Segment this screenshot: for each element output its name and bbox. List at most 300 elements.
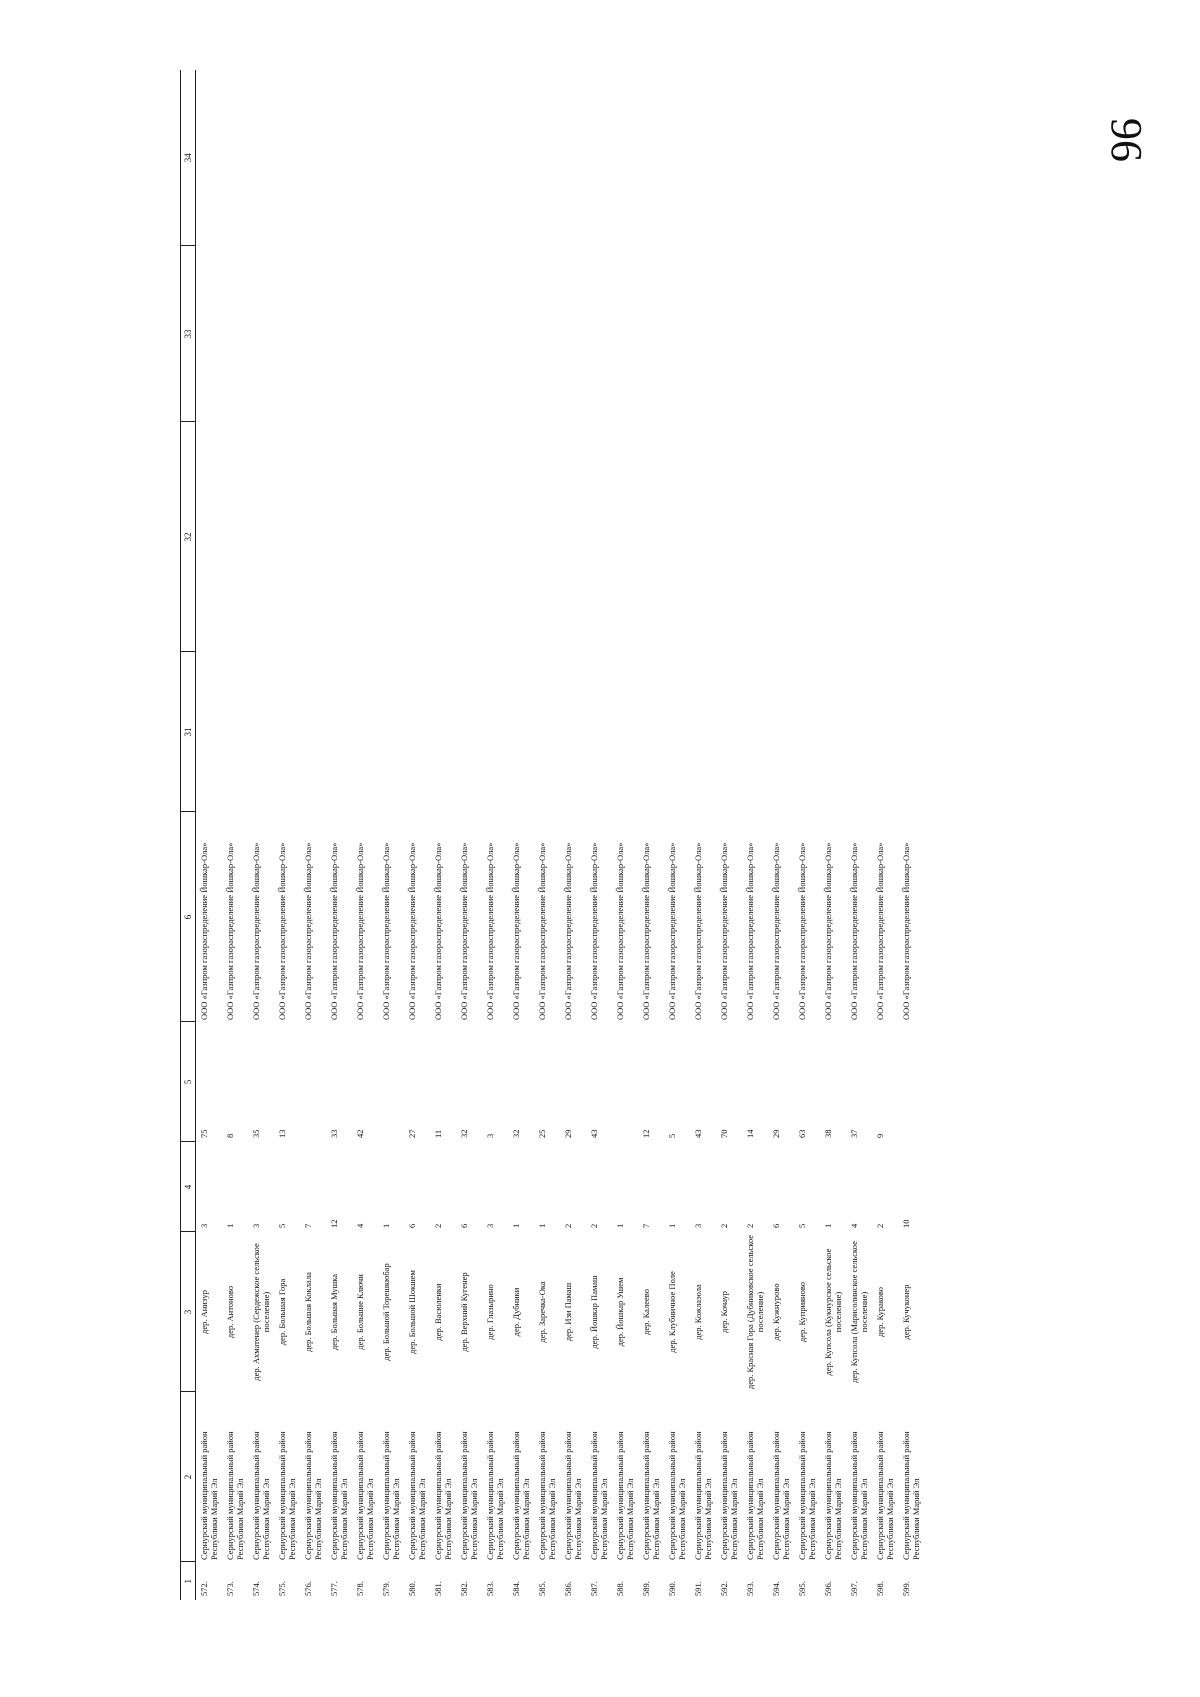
column-5-cell (612, 1022, 638, 1142)
column-4-cell: 4 (849, 1223, 859, 1228)
table-row (638, 70, 664, 1600)
column-header: 32 (181, 422, 196, 652)
settlement-cell: дер. Кужнурово (771, 1283, 781, 1341)
settlement-cell: дер. Кожлаэола (693, 1284, 703, 1340)
empty-cell (638, 246, 664, 422)
settlement-cell: дер. Купсола (Марисолинское сельское поселение) (849, 1241, 869, 1383)
empty-cell (586, 70, 612, 246)
table-row (300, 70, 326, 1600)
row-number: 597. (849, 1581, 859, 1596)
empty-cell (794, 422, 820, 652)
column-5-cell: 43 (589, 1129, 599, 1138)
empty-cell (274, 652, 300, 812)
empty-cell (846, 246, 872, 422)
table-row (898, 70, 924, 1600)
empty-cell (560, 652, 586, 812)
table-row (456, 70, 482, 1600)
empty-cell (482, 246, 508, 422)
district-cell: Сернурский муниципальный район Республики Марий Эл (719, 1431, 739, 1560)
table-body (196, 70, 925, 1600)
row-number: 586. (563, 1581, 573, 1596)
empty-cell (222, 652, 248, 812)
column-5-cell: 5 (667, 1133, 677, 1138)
empty-cell (404, 422, 430, 652)
empty-cell (456, 652, 482, 812)
empty-cell (612, 70, 638, 246)
district-cell: Сернурский муниципальный район Республики Марий Эл (771, 1431, 791, 1560)
settlement-cell: дер. Купсола (Кукнурское сельское поселение) (823, 1248, 843, 1376)
row-number: 596. (823, 1581, 833, 1596)
district-cell: Сернурский муниципальный район Республики Марий Эл (225, 1431, 245, 1560)
column-header: 33 (181, 246, 196, 422)
empty-cell (638, 70, 664, 246)
gasification-table (180, 70, 924, 1600)
table-row (716, 70, 742, 1600)
operator-cell: ООО «Газпром газораспределение Йошкар-Ола» (849, 842, 859, 1020)
column-5-cell: 35 (251, 1129, 261, 1138)
table-row (222, 70, 248, 1600)
table-row (846, 70, 872, 1600)
column-5-cell: 11 (433, 1129, 443, 1138)
table-row (586, 70, 612, 1600)
empty-cell (560, 70, 586, 246)
empty-cell (196, 246, 223, 422)
empty-cell (508, 246, 534, 422)
settlement-cell: дер. Ахматенер (Сердежское сельское поселение) (251, 1243, 271, 1381)
column-4-cell: 6 (459, 1223, 469, 1228)
settlement-cell: дер. Верхний Кугенер (459, 1272, 469, 1352)
district-cell: Сернурский муниципальный район Республики Марий Эл (407, 1431, 427, 1560)
table-row (742, 70, 768, 1600)
settlement-cell: дер. Большой Торешкюбар (381, 1263, 391, 1361)
column-4-cell: 1 (823, 1223, 833, 1228)
column-4-cell: 3 (251, 1223, 261, 1228)
empty-cell (508, 70, 534, 246)
empty-cell (248, 652, 274, 812)
row-number: 587. (589, 1581, 599, 1596)
empty-cell (456, 422, 482, 652)
settlement-cell: дер. Большой Шокшем (407, 1270, 417, 1354)
column-header: 6 (181, 812, 196, 1022)
row-number: 590. (667, 1581, 677, 1596)
column-5-cell (378, 1022, 404, 1142)
operator-cell: ООО «Газпром газораспределение Йошкар-Ола» (745, 842, 755, 1020)
column-4-cell: 2 (719, 1223, 729, 1228)
empty-cell (872, 70, 898, 246)
empty-cell (716, 652, 742, 812)
empty-cell (638, 422, 664, 652)
empty-cell (664, 246, 690, 422)
column-4-cell: 1 (667, 1223, 677, 1228)
operator-cell: ООО «Газпром газораспределение Йошкар-Ола» (251, 842, 261, 1020)
empty-cell (768, 652, 794, 812)
empty-cell (534, 652, 560, 812)
table-row (820, 70, 846, 1600)
column-4-cell: 5 (277, 1223, 287, 1228)
empty-cell (378, 652, 404, 812)
empty-cell (690, 70, 716, 246)
operator-cell: ООО «Газпром газораспределение Йошкар-Ола» (537, 842, 547, 1020)
column-5-cell: 12 (641, 1129, 651, 1138)
empty-cell (378, 422, 404, 652)
operator-cell: ООО «Газпром газораспределение Йошкар-Ола» (615, 842, 625, 1020)
empty-cell (378, 246, 404, 422)
column-4-cell: 2 (875, 1223, 885, 1228)
table-row (612, 70, 638, 1600)
column-4-cell: 7 (303, 1223, 313, 1228)
settlement-cell: дер. Красная Гора (Дубниковское сельское поселение) (745, 1234, 765, 1390)
column-4-cell: 2 (745, 1223, 755, 1228)
column-4-cell: 1 (537, 1223, 547, 1228)
empty-cell (742, 246, 768, 422)
district-cell: Сернурский муниципальный район Республики Марий Эл (589, 1431, 609, 1560)
empty-cell (300, 246, 326, 422)
column-header: 1 (181, 1562, 196, 1600)
empty-cell (482, 652, 508, 812)
operator-cell: ООО «Газпром газораспределение Йошкар-Ола» (771, 842, 781, 1020)
empty-cell (690, 652, 716, 812)
empty-cell (430, 70, 456, 246)
row-number: 598. (875, 1581, 885, 1596)
operator-cell: ООО «Газпром газораспределение Йошкар-Ола» (719, 842, 729, 1020)
column-4-cell: 5 (797, 1223, 807, 1228)
empty-cell (300, 422, 326, 652)
settlement-cell: дер. Кучуконер (901, 1284, 911, 1340)
row-number: 583. (485, 1581, 495, 1596)
district-cell: Сернурский муниципальный район Республики Марий Эл (875, 1431, 895, 1560)
settlement-cell: дер. Куприяново (797, 1281, 807, 1343)
table-row (534, 70, 560, 1600)
column-4-cell: 1 (615, 1223, 625, 1228)
empty-cell (898, 422, 924, 652)
empty-cell (898, 246, 924, 422)
table-row (508, 70, 534, 1600)
district-cell: Сернурский муниципальный район Республики Марий Эл (537, 1431, 557, 1560)
row-number: 585. (537, 1581, 547, 1596)
empty-cell (508, 422, 534, 652)
empty-cell (664, 652, 690, 812)
row-number: 574. (251, 1581, 261, 1596)
empty-cell (664, 422, 690, 652)
row-number: 582. (459, 1581, 469, 1596)
empty-cell (248, 246, 274, 422)
column-5-cell: 13 (277, 1129, 287, 1138)
column-5-cell: 38 (823, 1129, 833, 1138)
operator-cell: ООО «Газпром газораспределение Йошкар-Ола» (823, 842, 833, 1020)
empty-cell (196, 652, 223, 812)
operator-cell: ООО «Газпром газораспределение Йошкар-Ола» (875, 842, 885, 1020)
empty-cell (664, 70, 690, 246)
empty-cell (196, 70, 223, 246)
empty-cell (560, 422, 586, 652)
operator-cell: ООО «Газпром газораспределение Йошкар-Ола» (199, 842, 209, 1020)
operator-cell: ООО «Газпром газораспределение Йошкар-Ола» (407, 842, 417, 1020)
district-cell: Сернурский муниципальный район Республики Марий Эл (823, 1431, 843, 1560)
column-header: 2 (181, 1392, 196, 1562)
empty-cell (768, 246, 794, 422)
column-4-cell: 12 (329, 1219, 339, 1228)
empty-cell (820, 652, 846, 812)
column-4-cell: 2 (563, 1223, 573, 1228)
empty-cell (326, 422, 352, 652)
settlement-cell: дер. Большая Мушка (329, 1274, 339, 1351)
empty-cell (378, 70, 404, 246)
column-5-cell: 9 (875, 1133, 885, 1138)
empty-cell (300, 652, 326, 812)
row-number: 592. (719, 1581, 729, 1596)
row-number: 584. (511, 1581, 521, 1596)
row-number: 578. (355, 1581, 365, 1596)
column-5-cell: 43 (693, 1129, 703, 1138)
column-4-cell: 3 (485, 1223, 495, 1228)
empty-cell (794, 246, 820, 422)
table-row (768, 70, 794, 1600)
operator-cell: ООО «Газпром газораспределение Йошкар-Ола» (433, 842, 443, 1020)
table-row (404, 70, 430, 1600)
row-number: 589. (641, 1581, 651, 1596)
operator-cell: ООО «Газпром газораспределение Йошкар-Ола» (901, 842, 911, 1020)
empty-cell (482, 70, 508, 246)
column-5-cell: 75 (199, 1129, 209, 1138)
document-table-container (180, 70, 980, 1600)
empty-cell (534, 422, 560, 652)
row-number: 581. (433, 1581, 443, 1596)
empty-cell (846, 422, 872, 652)
district-cell: Сернурский муниципальный район Республики Марий Эл (303, 1431, 323, 1560)
empty-cell (534, 70, 560, 246)
empty-cell (768, 70, 794, 246)
table-row (196, 70, 223, 1600)
empty-cell (872, 422, 898, 652)
settlement-cell: дер. Кочаур (719, 1291, 729, 1333)
row-number: 593. (745, 1581, 755, 1596)
district-cell: Сернурский муниципальный район Республики Марий Эл (485, 1431, 505, 1560)
empty-cell (872, 652, 898, 812)
empty-cell (586, 652, 612, 812)
column-4-cell: 6 (771, 1223, 781, 1228)
settlement-cell: дер. Йошкар Ушем (615, 1277, 625, 1347)
empty-cell (430, 422, 456, 652)
row-number: 576. (303, 1581, 313, 1596)
empty-cell (560, 246, 586, 422)
operator-cell: ООО «Газпром газораспределение Йошкар-Ола» (277, 842, 287, 1020)
empty-cell (404, 652, 430, 812)
column-5-cell: 29 (771, 1129, 781, 1138)
table-row (378, 70, 404, 1600)
row-number: 572. (199, 1581, 209, 1596)
row-number: 573. (225, 1581, 235, 1596)
table-row (482, 70, 508, 1600)
column-5-cell: 37 (849, 1129, 859, 1138)
empty-cell (820, 422, 846, 652)
column-4-cell: 2 (589, 1223, 599, 1228)
empty-cell (612, 652, 638, 812)
column-4-cell: 1 (225, 1223, 235, 1228)
row-number: 588. (615, 1581, 625, 1596)
empty-cell (846, 70, 872, 246)
table-row (430, 70, 456, 1600)
page-number: 96 (1102, 118, 1151, 162)
column-5-cell (300, 1022, 326, 1142)
empty-cell (716, 422, 742, 652)
table-row (872, 70, 898, 1600)
empty-cell (352, 70, 378, 246)
table-row (690, 70, 716, 1600)
district-cell: Сернурский муниципальный район Республики Марий Эл (355, 1431, 375, 1560)
table-row (274, 70, 300, 1600)
empty-cell (898, 70, 924, 246)
settlement-cell: дер. Дубники (511, 1287, 521, 1337)
settlement-cell: дер. Васюленки (433, 1283, 443, 1341)
column-5-cell: 25 (537, 1129, 547, 1138)
column-5-cell: 32 (511, 1129, 521, 1138)
column-4-cell: 1 (511, 1223, 521, 1228)
column-5-cell: 42 (355, 1129, 365, 1138)
settlement-cell: дер. Заречка-Ока (537, 1281, 547, 1343)
operator-cell: ООО «Газпром газораспределение Йошкар-Ола» (381, 842, 391, 1020)
district-cell: Сернурский муниципальный район Республики Марий Эл (901, 1431, 921, 1560)
settlement-cell: дер. Изи Памаш (563, 1282, 573, 1342)
empty-cell (326, 652, 352, 812)
district-cell: Сернурский муниципальный район Республики Марий Эл (693, 1431, 713, 1560)
district-cell: Сернурский муниципальный район Республики Марий Эл (849, 1431, 869, 1560)
column-4-cell: 1 (381, 1223, 391, 1228)
empty-cell (872, 246, 898, 422)
column-5-cell: 29 (563, 1129, 573, 1138)
district-cell: Сернурский муниципальный район Республики Марий Эл (381, 1431, 401, 1560)
column-header: 3 (181, 1232, 196, 1392)
empty-cell (794, 70, 820, 246)
district-cell: Сернурский муниципальный район Республики Марий Эл (615, 1431, 635, 1560)
settlement-cell: дер. Большая Гора (277, 1278, 287, 1346)
empty-cell (404, 246, 430, 422)
settlement-cell: дер. Йошкар Памаш (589, 1275, 599, 1349)
operator-cell: ООО «Газпром газораспределение Йошкар-Ола» (303, 842, 313, 1020)
empty-cell (820, 246, 846, 422)
empty-cell (248, 70, 274, 246)
empty-cell (716, 70, 742, 246)
empty-cell (222, 246, 248, 422)
empty-cell (430, 246, 456, 422)
settlement-cell: дер. Аниэур (199, 1290, 209, 1334)
district-cell: Сернурский муниципальный район Республики Марий Эл (433, 1431, 453, 1560)
empty-cell (898, 652, 924, 812)
column-5-cell: 63 (797, 1129, 807, 1138)
district-cell: Сернурский муниципальный район Республики Марий Эл (797, 1431, 817, 1560)
column-4-cell: 4 (355, 1223, 365, 1228)
column-header: 5 (181, 1022, 196, 1142)
column-5-cell: 3 (485, 1133, 495, 1138)
empty-cell (430, 652, 456, 812)
district-cell: Сернурский муниципальный район Республики Марий Эл (329, 1431, 349, 1560)
empty-cell (274, 70, 300, 246)
column-4-cell: 7 (641, 1223, 651, 1228)
operator-cell: ООО «Газпром газораспределение Йошкар-Ола» (693, 842, 703, 1020)
column-5-cell: 27 (407, 1129, 417, 1138)
empty-cell (586, 422, 612, 652)
row-number: 579. (381, 1581, 391, 1596)
empty-cell (716, 246, 742, 422)
column-5-cell: 32 (459, 1129, 469, 1138)
column-header: 31 (181, 652, 196, 812)
empty-cell (456, 246, 482, 422)
empty-cell (742, 422, 768, 652)
empty-cell (690, 422, 716, 652)
empty-cell (222, 70, 248, 246)
empty-cell (352, 422, 378, 652)
column-4-cell: 2 (433, 1223, 443, 1228)
district-cell: Сернурский муниципальный район Республики Марий Эл (251, 1431, 271, 1560)
operator-cell: ООО «Газпром газораспределение Йошкар-Ола» (511, 842, 521, 1020)
empty-cell (508, 652, 534, 812)
table-row (326, 70, 352, 1600)
column-4-cell: 3 (199, 1223, 209, 1228)
empty-cell (456, 70, 482, 246)
empty-cell (612, 246, 638, 422)
settlement-cell: дер. Кураково (875, 1286, 885, 1338)
district-cell: Сернурский муниципальный район Республики Марий Эл (641, 1431, 661, 1560)
empty-cell (222, 422, 248, 652)
empty-cell (352, 246, 378, 422)
table-row (664, 70, 690, 1600)
column-4-cell: 10 (901, 1219, 911, 1228)
empty-cell (248, 422, 274, 652)
district-cell: Сернурский муниципальный район Республики Марий Эл (511, 1431, 531, 1560)
empty-cell (742, 652, 768, 812)
district-cell: Сернурский муниципальный район Республики Марий Эл (667, 1431, 687, 1560)
operator-cell: ООО «Газпром газораспределение Йошкар-Ола» (641, 842, 651, 1020)
table-row (794, 70, 820, 1600)
operator-cell: ООО «Газпром газораспределение Йошкар-Ола» (485, 842, 495, 1020)
column-header: 34 (181, 70, 196, 246)
row-number: 595. (797, 1581, 807, 1596)
column-5-cell: 33 (329, 1129, 339, 1138)
operator-cell: ООО «Газпром газораспределение Йошкар-Ола» (329, 842, 339, 1020)
row-number: 594. (771, 1581, 781, 1596)
operator-cell: ООО «Газпром газораспределение Йошкар-Ола» (355, 842, 365, 1020)
table-row (352, 70, 378, 1600)
settlement-cell: дер. Антоново (225, 1285, 235, 1339)
settlement-cell: дер. Клубничное Поле (667, 1271, 677, 1353)
empty-cell (690, 246, 716, 422)
district-cell: Сернурский муниципальный район Республики Марий Эл (459, 1431, 479, 1560)
empty-cell (300, 70, 326, 246)
empty-cell (612, 422, 638, 652)
settlement-cell: дер. Большие Ключи (355, 1274, 365, 1350)
operator-cell: ООО «Газпром газораспределение Йошкар-Ола» (225, 842, 235, 1020)
district-cell: Сернурский муниципальный район Республики Марий Эл (277, 1431, 297, 1560)
column-4-cell: 3 (693, 1223, 703, 1228)
district-cell: Сернурский муниципальный район Республики Марий Эл (563, 1431, 583, 1560)
empty-cell (196, 422, 223, 652)
column-5-cell: 8 (225, 1133, 235, 1138)
empty-cell (274, 246, 300, 422)
settlement-cell: дер. Глазырино (485, 1284, 495, 1340)
district-cell: Сернурский муниципальный район Республики Марий Эл (199, 1431, 219, 1560)
district-cell: Сернурский муниципальный район Республики Марий Эл (745, 1431, 765, 1560)
empty-cell (586, 246, 612, 422)
operator-cell: ООО «Газпром газораспределение Йошкар-Ола» (667, 842, 677, 1020)
empty-cell (352, 652, 378, 812)
table-row (248, 70, 274, 1600)
settlement-cell: дер. Большая Коклала (303, 1272, 313, 1352)
table-row (560, 70, 586, 1600)
empty-cell (768, 422, 794, 652)
empty-cell (274, 422, 300, 652)
operator-cell: ООО «Газпром газораспределение Йошкар-Ола» (563, 842, 573, 1020)
column-header: 4 (181, 1142, 196, 1232)
empty-cell (326, 246, 352, 422)
